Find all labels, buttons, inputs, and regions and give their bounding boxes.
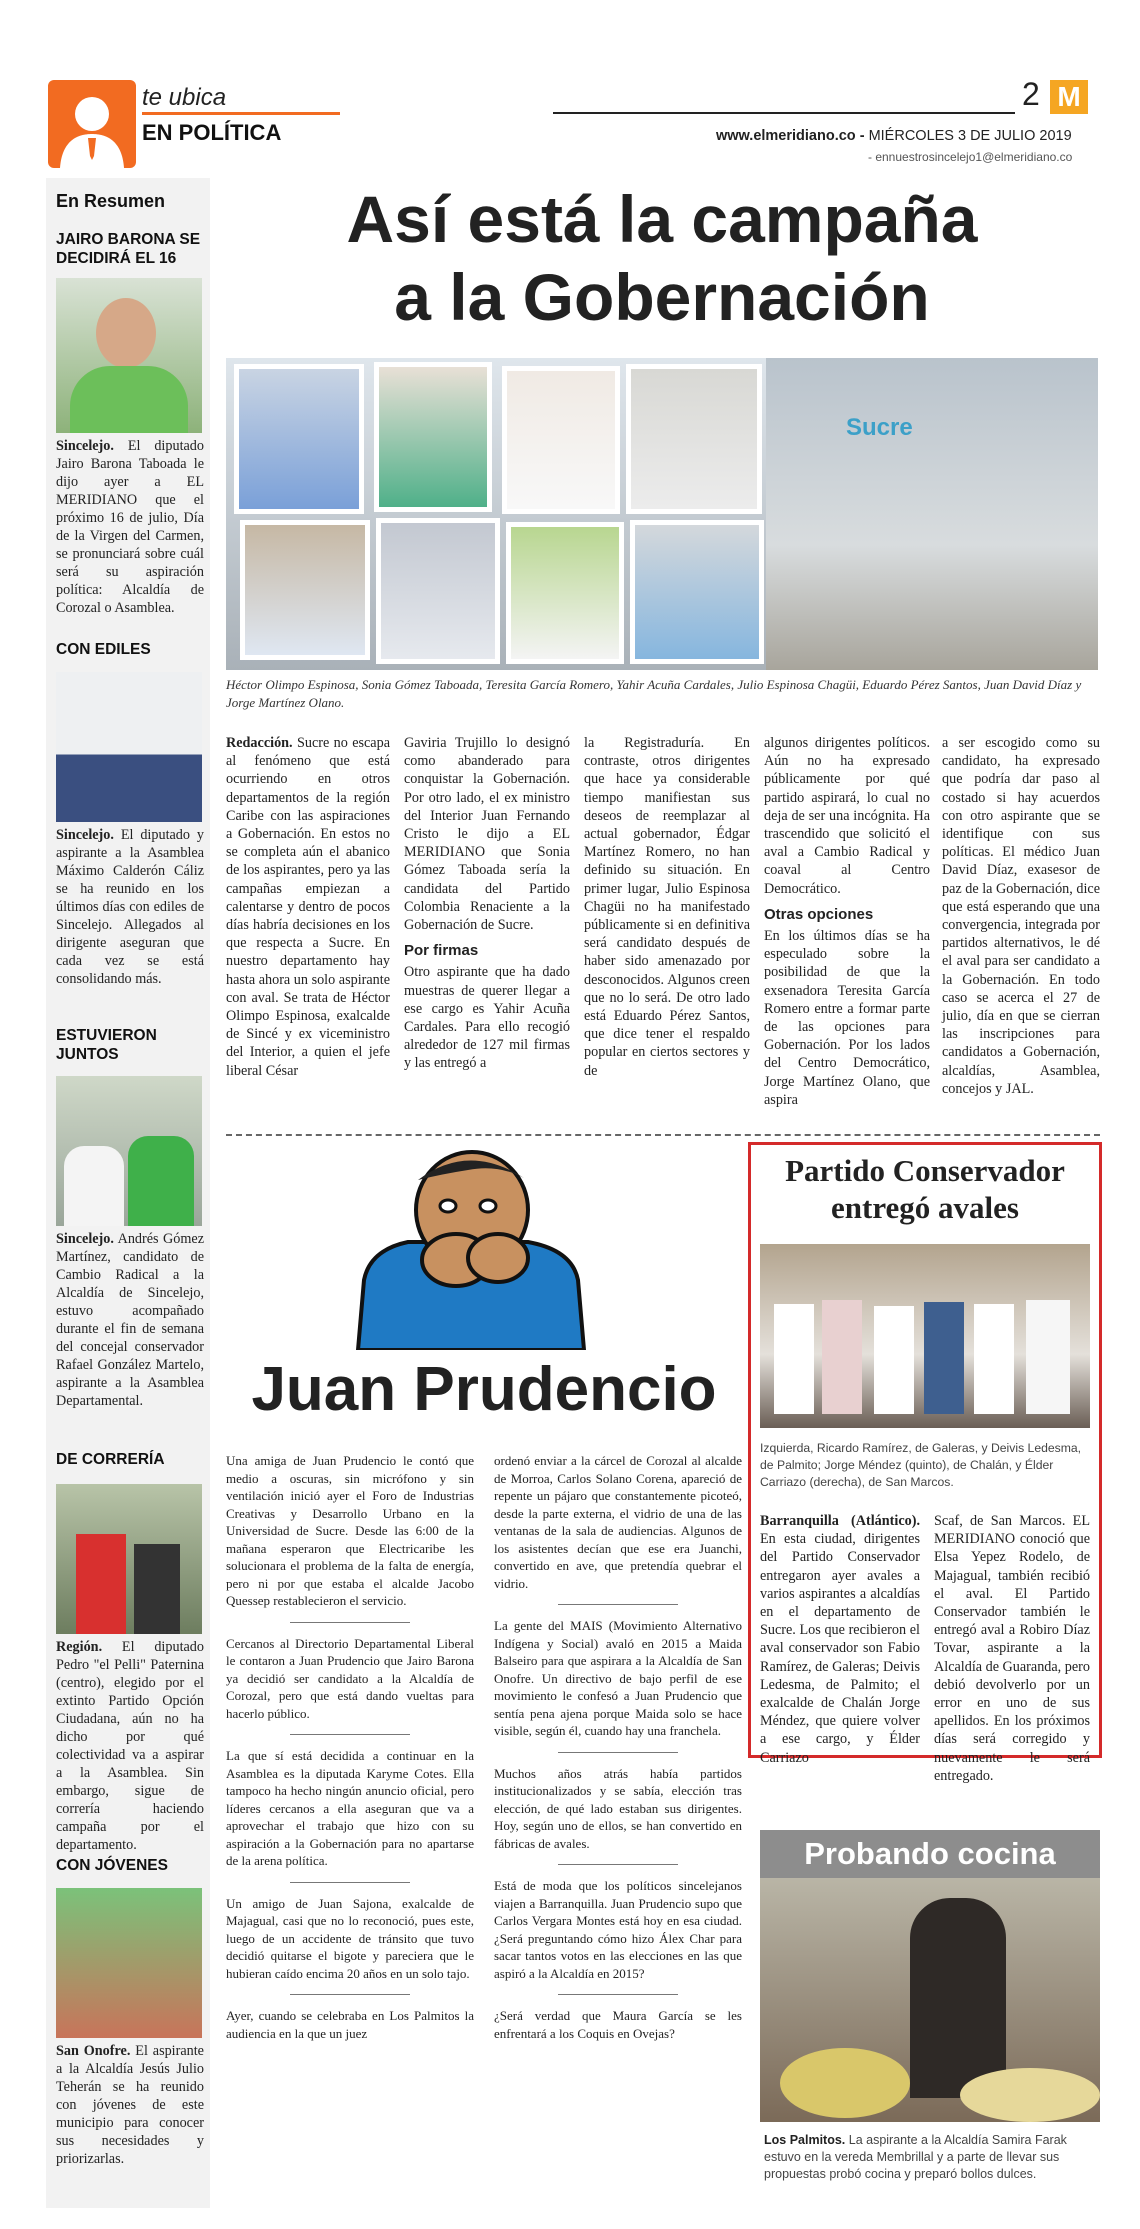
article-column: a ser escogido como su candidato, ha expresado que podría dar paso al costado si hay acuerdos con otro aspirante que se identifique con sus políticas. El médico Juan David Díaz, exasesor de paz de la Gobernación, dice que está esperando que una convergencia, integrada por partidos alternativos, le dé el aval para ser candidato a la Gobernación. En todo caso se acerca el 27 de julio, día en que se cierran las inscripciones para candidatos a Gobernación, alcaldías, Asamblea, concejos y JAL. [942, 735, 1100, 1097]
item-separator [558, 1604, 678, 1605]
article-lead: Barranquilla (Atlántico). [760, 1513, 920, 1529]
portrait [376, 518, 500, 664]
headline-line: Así está la campaña [346, 182, 978, 256]
sidebar-heading: JAIRO BARONA SE DECIDIRÁ EL 16 [56, 231, 201, 267]
person-shape [822, 1300, 862, 1414]
portrait [506, 522, 624, 664]
prudencio-item: Ayer, cuando se celebraba en Los Palmitos la audiencia en la que un juez [226, 2008, 474, 2041]
sidebar-title: En Resumen [56, 191, 166, 211]
sidebar-heading: DE CORRERÍA [56, 1451, 165, 1468]
article-subhead: Otras opciones [764, 905, 874, 923]
sidebar-lead: Sincelejo. [56, 438, 114, 454]
building-sign: Sucre [846, 414, 913, 441]
portrait [626, 364, 762, 514]
dateline [716, 128, 1072, 144]
article-column [404, 734, 570, 1073]
item-separator [290, 1734, 410, 1735]
prudencio-illustration [348, 1150, 592, 1350]
conservador-title [760, 1152, 1090, 1226]
person-shape [134, 1544, 180, 1634]
item-separator [290, 1994, 410, 1995]
pot-shape [960, 2068, 1100, 2122]
sidebar-body: El diputado Pedro "el Pelli" Paternina (centro), elegido por el extinto Partido Opción Ciudadana, aún no ha dicho por qué colectividad va a aspirar a la Asamblea. Sin embargo, sigue de correría haciendo campaña por el departamento. [56, 1639, 204, 1853]
section-title: EN POLÍTICA [142, 120, 282, 145]
person-shape [76, 1534, 126, 1634]
shirt-shape [70, 366, 188, 433]
sidebar-text [56, 437, 204, 617]
brand-logo: M [1050, 80, 1088, 114]
section-logo [48, 80, 136, 168]
sidebar-text [56, 826, 204, 988]
prudencio-item: La que sí está decidida a continuar en la Asamblea es la diputada Karyme Cotes. Ella tampoco ha hecho ningún anuncio oficial, pero líderes cercanos a ella aseguran que va a aprovechar el trabajo que hizo con su aspiración a la Gobernación para no apartarse de la arena política. [226, 1748, 474, 1868]
item-separator [558, 1994, 678, 1995]
whisper-icon [348, 1150, 592, 1350]
caption-text: La aspirante a la Alcaldía Samira Farak estuvo en la vereda Membrillal y a parte de llevar sus propuestas probó cocina y preparó bollos dulces. [764, 2133, 1067, 2181]
main-headline [222, 180, 1102, 336]
pot-shape [780, 2048, 910, 2118]
sidebar-photo [56, 1076, 202, 1226]
sidebar-photo [56, 1888, 202, 2038]
conservador-caption: Izquierda, Ricardo Ramírez, de Galeras, y Deivis Ledesma, de Palmito; Jorge Méndez (quinto), de Chalán, y Élder Carriazo (derecha), de San Marcos. [760, 1441, 1082, 1489]
cocina-title: Probando cocina [760, 1830, 1100, 1878]
sidebar-body: El diputado y aspirante a la Asamblea Máximo Calderón Cáliz se ha reunido en los últimos días con ediles de Sincelejo. Allegados al dirigente aseguran que cada vez se está consolidando más. [56, 827, 204, 987]
face-shape [96, 298, 156, 368]
person-shape [128, 1136, 194, 1226]
prudencio-item: Una amiga de Juan Prudencio le contó que medio a oscuras, sin micrófono y sin ventilación inició ayer el Foro de Industrias Creativas y Desarrollo Urbano en la Universidad de Sucre. Desde las 6:00 de la mañana esperaron que Electricaribe les solucionara el problema de la falta de energía, pero ni por que estaba el alcalde Jacobo Quessep restablecieron el servicio. [226, 1453, 474, 1608]
person-icon [48, 80, 136, 168]
header-rule [553, 112, 1015, 114]
prudencio-title: Juan Prudencio [251, 1355, 717, 1424]
article-text: En esta ciudad, dirigentes del Partido Conservador entregaron ayer avales a varios aspirantes a alcaldías en el departamento de Sucre. Los que recibieron el aval conservador son Fabio Ramírez, de Galeras; Deivis Ledesma, de Palmito; el exalcalde de Chalán Jorge Méndez, que quiere volver a ese cargo, y Élder Carriazo [760, 1531, 920, 1766]
page-number: 2 [1022, 76, 1040, 112]
conservador-column [760, 1512, 920, 1767]
conservador-photo [760, 1244, 1090, 1428]
sidebar-body: El diputado Jairo Barona Taboada le dijo ayer a EL MERIDIANO que el próximo 16 de julio, Día de la Virgen del Carmen, se pronunciará sobre cuál será su aspiración política: Alcaldía de Corozal o Asamblea. [56, 438, 204, 616]
prudencio-column [494, 1452, 742, 2042]
prudencio-item: ordenó enviar a la cárcel de Corozal al alcalde de Morroa, Carlos Solano Corena, apareció de repente un pájaro que constantemente picoteó, desde la parte externa, el vidrio de una de las ventanas de la sala de audiencias. Algunos de los asistentes decían que ese era Juanchi, convertido en ave, que pretendía quebrar el vidrio. [494, 1453, 742, 1591]
article-lead: Redacción. [226, 735, 293, 751]
prudencio-item: Muchos años atrás había partidos institucionalizados y se sabía, elección tras elección, de qué lado estaban sus dirigentes. Hoy, según uno de ellos, se han convertido en fábricas de avales. [494, 1765, 742, 1851]
person-shape [1026, 1300, 1070, 1414]
article-subhead: Por firmas [404, 942, 479, 960]
article-text: Otro aspirante que ha dado muestras de querer llegar a ese cargo es Yahir Acuña Cardales. Para ello recogió alrededor de 127 mil firmas y las entregó a [404, 964, 570, 1072]
person-shape [924, 1302, 964, 1414]
sidebar-text [56, 1230, 204, 1410]
article-column: la Registraduría. En contraste, otros dirigentes que hace ya considerable tiempo manifiestan sus deseos de reemplazar al actual gobernador, Édgar Martínez Romero, no han definido su situación. En primer lugar, Julio Espinosa Chagüi no ha manifestado públicamente si en definitiva será candidato después de haber sido amenazado por desconocidos. Algunos creen que no lo será. De otro lado está Eduardo Pérez Santos, que dice tener el respaldo popular en ciertos sectores y de [584, 735, 750, 1079]
date: MIÉRCOLES 3 DE JULIO 2019 [868, 128, 1072, 144]
prudencio-item: Un amigo de Juan Sajona, exalcalde de Majagual, casi que no lo reconoció, pues este, luego de un accidente de tránsito que tuvo decidió quitarse el bigote y pareciera que le hubieran caído encima 20 años en un solo tajo. [226, 1895, 474, 1981]
conservador-column: Scaf, de San Marcos. EL MERIDIANO conoció que Elsa Yepez Rodelo, de Majagual, también recibió el aval. El Partido Conservador también le entregó aval a Robiro Díaz Tovar, aspirante a la Alcaldía de Guaranda, pero debió devolverlo por un error en uno de sus apellidos. En los próximos días será corregido y nuevamente le será entregado. [934, 1513, 1090, 1784]
person-shape [910, 1898, 1006, 2098]
item-separator [558, 1752, 678, 1753]
building-shape [766, 358, 1098, 670]
sidebar-heading: CON JÓVENES [56, 1857, 168, 1874]
sidebar-lead: San Onofre. [56, 2043, 131, 2059]
article-text: En los últimos días se ha especulado sobre la posibilidad de que la exsenadora Teresita García Romero entre a formar parte de las opciones para Gobernación. Por los lados del Centro Democrático, Jorge Martínez Olano, que aspira [764, 928, 930, 1108]
person-shape [874, 1306, 914, 1414]
sidebar-body: Andrés Gómez Martínez, candidato de Cambio Radical a la Alcaldía de Sincelejo, estuvo acompañado durante el fin de semana del concejal conservador Rafael González Martelo, aspirante a la Asamblea Departamental. [56, 1231, 204, 1409]
site-url: www.elmeridiano.co [716, 128, 856, 144]
title-line: Partido Conservador [785, 1153, 1065, 1188]
portrait [374, 362, 492, 512]
prudencio-item: La gente del MAIS (Movimiento Alternativo Indígena y Social) avaló en 2015 a Maida Balseiro para que aspirara a la Alcaldía de San Onofre. Un directivo de bajo perfil de ese movimiento le confesó a Juan Prudencio que sentía pena ajena porque Maida solo se hace visible, según él, cuando hay una franchela. [494, 1618, 742, 1738]
person-shape [774, 1304, 814, 1414]
kicker-rule [142, 112, 340, 115]
sidebar-photo [56, 1484, 202, 1634]
portrait [502, 366, 620, 514]
prudencio-column [226, 1452, 474, 2042]
article-text: Sucre no escapa al fenómeno que está ocurriendo en otros departamentos de la región Caribe con las aspiraciones a Gobernación. En estos no se completa aún el abanico de los aspirantes, pero ya las campañas empiezan a calentarse y dentro de pocos días habría decisiones en los que respecta a Sucre. En nuestro departamento hay hasta ahora un solo aspirante con aval. Se trata de Héctor Olimpo Espinosa, exalcalde de Sincé y ex viceministro del Interior, a quien el jefe liberal César [226, 735, 390, 1079]
sidebar-heading: ESTUVIERON JUNTOS [56, 1027, 157, 1063]
item-separator [290, 1882, 410, 1883]
sidebar-photo [56, 278, 202, 433]
prudencio-item: Cercanos al Directorio Departamental Liberal le contaron a Juan Prudencio que Jairo Barona ya decidió ser candidato a la Alcaldía de Corozal, pero que está dando vueltas para hacerlo público. [226, 1635, 474, 1721]
cocina-photo [760, 1878, 1100, 2122]
sidebar-text [56, 2042, 204, 2168]
article-text: algunos dirigentes políticos. Aún no ha expresado públicamente por qué partido aspirará, lo cual no deja de ser una incógnita. Ha trascendido que solicitó el aval a Cambio Radical y coaval al Centro Democrático. [764, 735, 930, 897]
title-line: entregó avales [831, 1190, 1019, 1225]
prudencio-item: ¿Será verdad que Maura García se les enfrentará a los Coquis en Ovejas? [494, 2008, 742, 2041]
item-separator [558, 1864, 678, 1865]
portrait [240, 520, 370, 660]
article-column [226, 734, 390, 1080]
sidebar-body: El aspirante a la Alcaldía Jesús Julio Teherán se ha reunido con jóvenes de este municipio para conocer sus necesidades y priorizarlas. [56, 2043, 204, 2167]
caption-lead: Los Palmitos. [764, 2133, 846, 2147]
article-column [764, 734, 930, 1109]
headline-line: a la Gobernación [394, 260, 930, 334]
campaign-photo [226, 358, 1098, 670]
person-shape [974, 1304, 1014, 1414]
item-separator [290, 1622, 410, 1623]
sidebar-photo [56, 672, 202, 822]
email: - ennuestrosincelejo1@elmeridiano.co [868, 150, 1073, 164]
article-text: Gaviria Trujillo lo designó como abanderado para conquistar la Gobernación. Por otro lado, el ex ministro del Interior Juan Fernando Cristo le dijo a EL MERIDIANO que Sonia Gómez Taboada sería la candidata del Partido Colombia Renaciente a la Gobernación de Sucre. [404, 735, 570, 934]
sidebar-lead: Región. [56, 1639, 103, 1655]
section-divider [226, 1134, 1100, 1136]
portrait [630, 520, 764, 664]
portrait [234, 364, 364, 514]
photo-caption: Héctor Olimpo Espinosa, Sonia Gómez Taboada, Teresita García Romero, Yahir Acuña Cardales, Julio Espinosa Chagüi, Eduardo Pérez Santos, Juan David Díaz y Jorge Martínez Olano. [226, 677, 1082, 710]
sidebar-heading: CON EDILES [56, 641, 151, 658]
section-kicker: te ubica [142, 84, 227, 111]
person-shape [64, 1146, 124, 1226]
sidebar-lead: Sincelejo. [56, 827, 114, 843]
dateline-separator: - [855, 128, 869, 144]
sidebar-text [56, 1638, 204, 1854]
cocina-caption [764, 2132, 1100, 2183]
prudencio-item: Está de moda que los políticos sincelejanos viajen a Barranquilla. Juan Prudencio supo que Carlos Vergara Montes está hoy en esa ciudad. ¿Será preguntando cómo hizo Álex Char para sacar tantos votos en las elecciones en las que aspiró a la Alcaldía en 2015? [494, 1878, 742, 1981]
sidebar-lead: Sincelejo. [56, 1231, 114, 1247]
